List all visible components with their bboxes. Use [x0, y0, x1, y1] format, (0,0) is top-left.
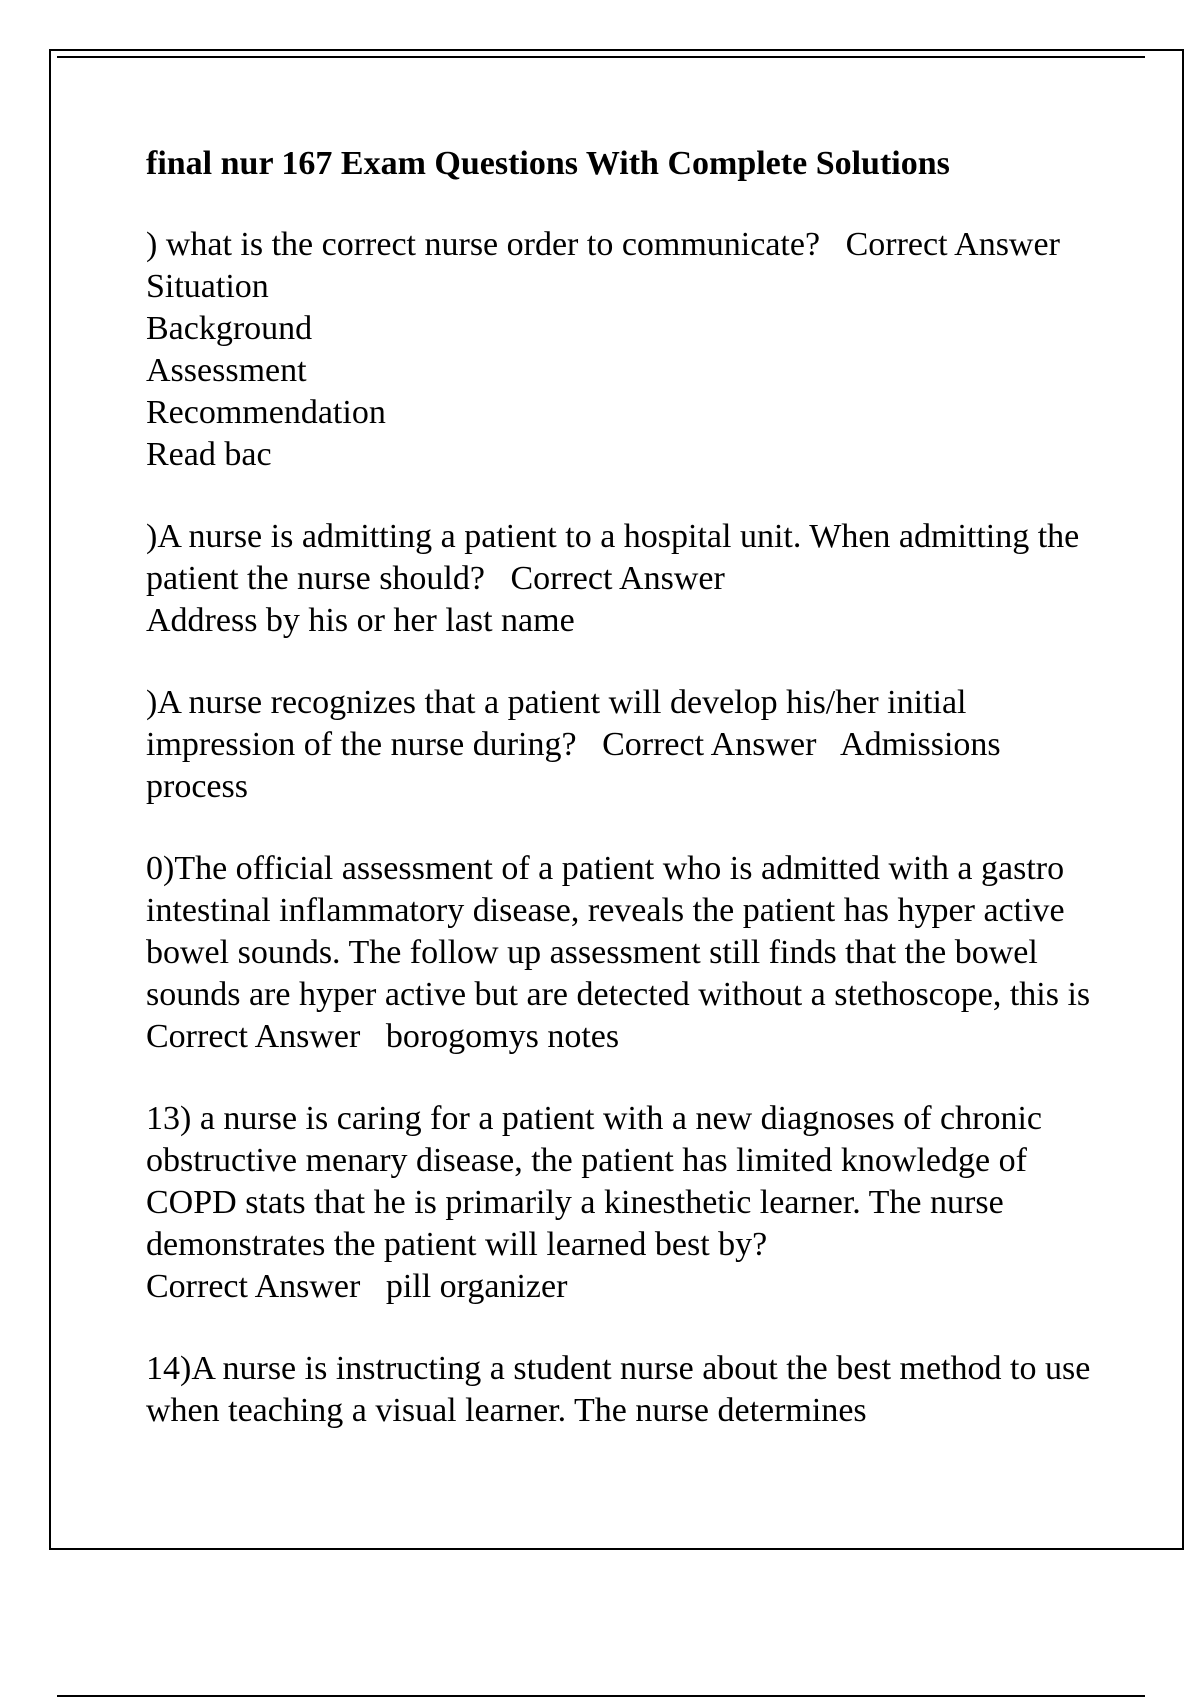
question-text: 14)A nurse is instructing a student nurse about the best method to use when teaching a visual learner. The nurse determines	[146, 1350, 1099, 1429]
question-text: )A nurse is admitting a patient to a hospital unit. When admitting the patient the nurse should?	[146, 518, 1088, 597]
answer-text: Recommendation	[146, 394, 386, 431]
answer-text: Address by his or her last name	[146, 602, 575, 639]
answer-label: Correct Answer	[146, 1268, 361, 1305]
answer-text: Background	[146, 310, 313, 347]
document-body	[146, 142, 1106, 1472]
top-rule	[57, 56, 1145, 58]
answer-text: Read bac	[146, 436, 272, 473]
answer-label: Correct Answer	[146, 1018, 361, 1055]
answer-text: Assessment	[146, 352, 307, 389]
qa-item	[146, 682, 1106, 808]
qa-item	[146, 848, 1106, 1058]
qa-item	[146, 1348, 1106, 1432]
answer-text: Admissions process	[146, 726, 1010, 805]
document-title: final nur 167 Exam Questions With Complete Solutions	[146, 145, 950, 182]
answer-label: Correct Answer	[602, 726, 817, 763]
question-text: ) what is the correct nurse order to communicate?	[146, 226, 821, 263]
question-text: )A nurse recognizes that a patient will develop his/her initial impression of the nurse during?	[146, 684, 975, 763]
answer-text: pill organizer	[385, 1268, 568, 1305]
qa-item	[146, 516, 1106, 642]
answer-text: borogomys notes	[385, 1018, 620, 1055]
answer-label: Correct Answer	[845, 226, 1060, 263]
qa-item	[146, 224, 1106, 476]
qa-item	[146, 1098, 1106, 1308]
bottom-rule	[57, 1695, 1145, 1697]
question-text: 0)The official assessment of a patient who is admitted with a gastro intestinal inflammatory disease, reveals the patient has hyper active bowel sounds. The follow up assessment still finds that the bowel sounds are hyper active but are detected without a stethoscope, this is	[146, 850, 1091, 1013]
answer-label: Correct Answer	[510, 560, 725, 597]
answer-text: Situation	[146, 268, 269, 305]
question-text: 13) a nurse is caring for a patient with a new diagnoses of chronic obstructive menary disease, the patient has limited knowledge of COPD stats that he is primarily a kinesthetic learner. The nurse demonstrates the patient will learned best by?	[146, 1100, 1051, 1263]
